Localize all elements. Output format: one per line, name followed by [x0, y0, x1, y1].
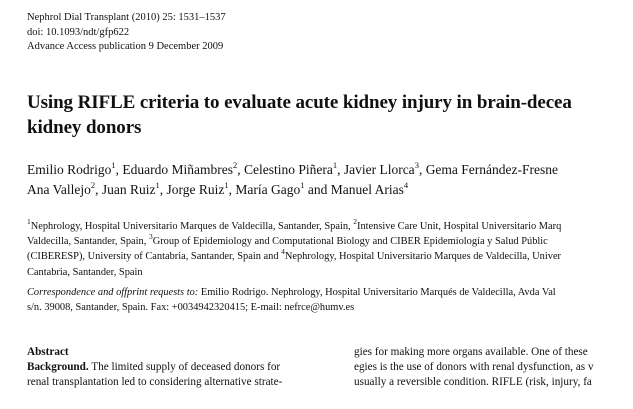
affiliation-marker: 2	[232, 159, 238, 170]
separator: ,	[337, 162, 344, 177]
correspondence-line-2: s/n. 39008, Santander, Spain. Fax: +0034942320415; E-mail: nefrce@humv.es	[27, 302, 355, 314]
separator: ,	[237, 162, 244, 177]
separator: ,	[115, 162, 123, 177]
separator: ,	[418, 162, 426, 177]
author-name: Gema Fernández-Fresne	[425, 162, 559, 177]
abstract-left-line-1	[27, 360, 340, 375]
advance-access-date: Advance Access publication 9 December 2009	[27, 41, 224, 52]
author-list	[27, 160, 558, 200]
affiliation-text: Group of Epidemiology and Computational Biology and CIBER Epidemiología y Salud Públic	[152, 236, 548, 248]
conjunction: and	[304, 182, 331, 197]
correspondence-text: Emilio Rodrigo. Nephrology, Hospital Universitario Marqués de Valdecilla, Avda Val	[198, 287, 556, 298]
separator: ,	[95, 182, 102, 197]
affiliation-line-3	[27, 246, 562, 264]
affiliation-text: Nephrology, Hospital Universitario Marques de Valdecilla, Univer	[284, 251, 562, 263]
abstract-left-line-2: renal transplantation led to considering alternative strate-	[27, 376, 283, 389]
journal-metadata	[27, 11, 226, 55]
affiliation-text: Intensive Care Unit, Hospital Universitario Marq	[356, 221, 562, 232]
author-name: Juan Ruiz	[101, 182, 156, 197]
affiliation-marker: 4	[281, 246, 285, 256]
affiliation-marker: 3	[148, 231, 153, 241]
abstract-left-column	[27, 345, 340, 391]
abstract-text: The limited supply of deceased donors for	[88, 361, 281, 374]
affiliation-marker: 2	[90, 179, 96, 190]
affiliation-marker: 4	[403, 179, 409, 190]
affiliation-marker: 1	[155, 179, 160, 190]
separator: ,	[228, 182, 236, 197]
title-line-2: kidney donors	[27, 117, 142, 138]
correspondence	[27, 285, 556, 315]
author-name: Jorge Ruiz	[166, 182, 225, 197]
correspondence-line-1	[27, 285, 556, 300]
affiliation-marker: 1	[111, 159, 116, 170]
affiliation-line-4: Cantabria, Santander, Spain	[27, 266, 143, 278]
affiliation-line-2	[27, 231, 561, 249]
doi: doi: 10.1093/ndt/gfp622	[27, 26, 130, 38]
affiliation-marker: 1	[27, 216, 31, 226]
abstract-right-line-1: gies for making more organs available. One of these	[354, 346, 588, 358]
abstract-right-line-2: egies is the use of donors with renal dysfunction, as v	[354, 361, 594, 374]
author-name: Ana Vallejo	[27, 182, 91, 197]
affiliation-text: Valdecilla, Santander, Spain,	[27, 236, 149, 248]
abstract-right-column	[354, 345, 594, 391]
abstract-heading: Abstract	[27, 346, 69, 358]
affiliation-marker: 1	[332, 159, 338, 170]
affiliation-text: (CIBERESP), University of Cantabria, Santander, Spain and	[27, 251, 282, 263]
author-name: Emilio Rodrigo	[27, 162, 112, 177]
affiliation-marker: 1	[224, 179, 229, 190]
title-line-1: Using RIFLE criteria to evaluate acute kidney injury in brain-decea	[27, 92, 572, 113]
author-name: Manuel Arias	[330, 182, 404, 197]
author-line-2	[27, 180, 558, 200]
separator: ,	[159, 182, 167, 197]
affiliations	[27, 216, 562, 280]
affiliation-marker: 2	[353, 216, 357, 226]
affiliation-marker: 3	[414, 159, 419, 170]
author-name: Celestino Piñera	[243, 162, 333, 177]
affiliation-marker: 1	[300, 179, 305, 190]
paper-title	[27, 90, 633, 140]
author-name: Eduardo Miñambres	[122, 162, 233, 177]
author-name: María Gago	[235, 182, 301, 197]
author-line-1	[27, 160, 558, 180]
affiliation-text: Nephrology, Hospital Universitario Marques de Valdecilla, Santander, Spain,	[30, 221, 354, 232]
correspondence-label: Correspondence and offprint requests to:	[27, 287, 199, 298]
abstract-right-line-3: usually a reversible condition. RIFLE (risk, injury, fa	[354, 376, 592, 389]
affiliation-line-1	[27, 216, 562, 234]
journal-citation: Nephrol Dial Transplant (2010) 25: 1531–1537	[27, 12, 226, 23]
paper-page	[27, 0, 633, 409]
author-name: Javier Llorca	[343, 162, 415, 177]
background-label: Background.	[27, 361, 89, 374]
